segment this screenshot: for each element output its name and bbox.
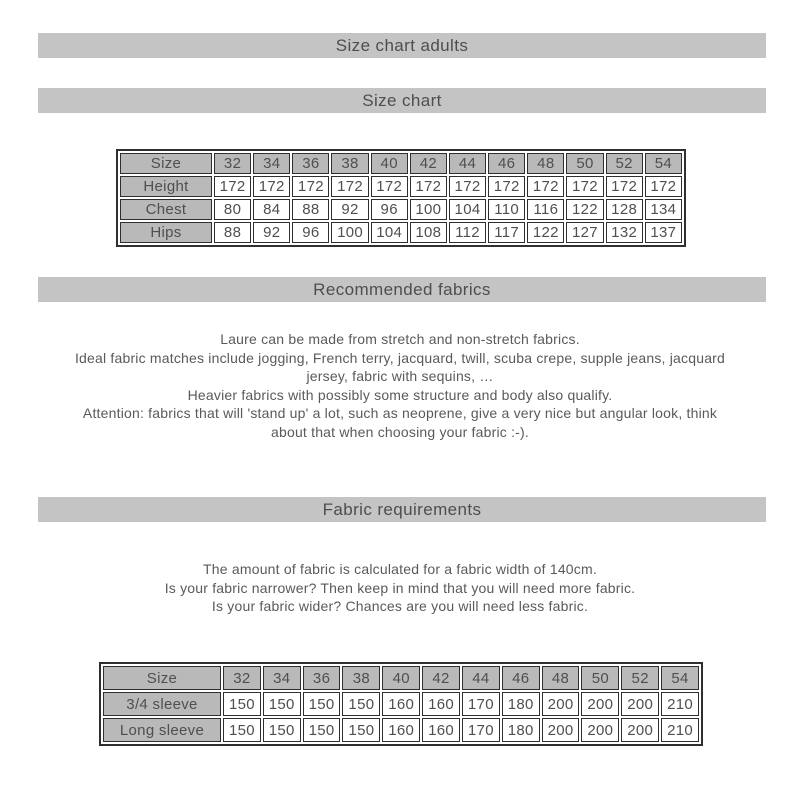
text-line: Is your fabric wider? Chances are you will need less fabric. xyxy=(211,598,589,614)
value-cell: 92 xyxy=(331,199,368,220)
value-cell: 172 xyxy=(606,176,643,197)
value-cell: 150 xyxy=(263,692,301,716)
size-header-cell: 44 xyxy=(462,666,500,690)
value-cell: 180 xyxy=(502,718,540,742)
value-cell: 104 xyxy=(449,199,486,220)
value-cell: 92 xyxy=(253,222,290,243)
size-header-cell: 54 xyxy=(661,666,699,690)
value-cell: 134 xyxy=(645,199,682,220)
table-row xyxy=(103,692,699,716)
value-cell: 150 xyxy=(263,718,301,742)
value-cell: 200 xyxy=(542,692,580,716)
value-cell: 104 xyxy=(371,222,408,243)
text-line: jersey, fabric with sequins, … xyxy=(306,368,494,384)
size-header-cell: 46 xyxy=(502,666,540,690)
size-label-cell: Size xyxy=(120,153,212,174)
fabric-requirements-table xyxy=(99,662,703,746)
value-cell: 200 xyxy=(581,692,619,716)
size-header-cell: 34 xyxy=(263,666,301,690)
value-cell: 128 xyxy=(606,199,643,220)
size-header-cell: 32 xyxy=(214,153,251,174)
value-cell: 172 xyxy=(214,176,251,197)
table-header-row xyxy=(120,153,682,174)
row-label-cell: Hips xyxy=(120,222,212,243)
value-cell: 160 xyxy=(382,692,420,716)
value-cell: 172 xyxy=(566,176,603,197)
size-header-cell: 50 xyxy=(581,666,619,690)
table-row xyxy=(120,199,682,220)
section-heading-size-chart-adults: Size chart adults xyxy=(38,33,766,58)
size-header-cell: 42 xyxy=(422,666,460,690)
size-header-cell: 44 xyxy=(449,153,486,174)
size-header-cell: 32 xyxy=(223,666,261,690)
size-header-cell: 46 xyxy=(488,153,525,174)
value-cell: 160 xyxy=(422,692,460,716)
size-header-cell: 36 xyxy=(292,153,329,174)
value-cell: 200 xyxy=(621,718,659,742)
value-cell: 160 xyxy=(422,718,460,742)
size-header-cell: 40 xyxy=(371,153,408,174)
size-header-cell: 42 xyxy=(410,153,447,174)
value-cell: 96 xyxy=(292,222,329,243)
value-cell: 150 xyxy=(342,718,380,742)
value-cell: 160 xyxy=(382,718,420,742)
value-cell: 100 xyxy=(331,222,368,243)
size-header-cell: 54 xyxy=(645,153,682,174)
value-cell: 172 xyxy=(488,176,525,197)
value-cell: 150 xyxy=(223,718,261,742)
value-cell: 100 xyxy=(410,199,447,220)
size-label-cell: Size xyxy=(103,666,221,690)
text-line: Is your fabric narrower? Then keep in mind that you will need more fabric. xyxy=(164,579,636,596)
value-cell: 112 xyxy=(449,222,486,243)
value-cell: 122 xyxy=(566,199,603,220)
value-cell: 210 xyxy=(661,692,699,716)
value-cell: 116 xyxy=(527,199,564,220)
value-cell: 172 xyxy=(331,176,368,197)
text-line: about that when choosing your fabric :-). xyxy=(270,423,529,440)
value-cell: 88 xyxy=(214,222,251,243)
text-line: Heavier fabrics with possibly some structure and body also qualify. xyxy=(187,386,613,403)
size-header-cell: 40 xyxy=(382,666,420,690)
value-cell: 117 xyxy=(488,222,525,243)
text-line: Attention: fabrics that will 'stand up' a lot, such as neoprene, give a very nice but angular look, think xyxy=(82,405,718,421)
row-label-cell: Chest xyxy=(120,199,212,220)
value-cell: 172 xyxy=(449,176,486,197)
value-cell: 137 xyxy=(645,222,682,243)
size-header-cell: 48 xyxy=(542,666,580,690)
value-cell: 172 xyxy=(527,176,564,197)
table-row xyxy=(120,176,682,197)
value-cell: 172 xyxy=(410,176,447,197)
value-cell: 172 xyxy=(253,176,290,197)
size-header-cell: 48 xyxy=(527,153,564,174)
text-line: Laure can be made from stretch and non-stretch fabrics. xyxy=(220,331,580,347)
table-row xyxy=(120,222,682,243)
size-header-cell: 52 xyxy=(621,666,659,690)
size-chart-table xyxy=(116,149,686,247)
value-cell: 132 xyxy=(606,222,643,243)
row-label-cell: 3/4 sleeve xyxy=(103,692,221,716)
text-line: Ideal fabric matches include jogging, French terry, jacquard, twill, scuba crepe, supple jeans, jacquard xyxy=(74,349,726,366)
row-label-cell: Height xyxy=(120,176,212,197)
size-header-cell: 50 xyxy=(566,153,603,174)
value-cell: 122 xyxy=(527,222,564,243)
value-cell: 150 xyxy=(342,692,380,716)
text-line: The amount of fabric is calculated for a fabric width of 140cm. xyxy=(203,561,597,577)
row-label-cell: Long sleeve xyxy=(103,718,221,742)
value-cell: 210 xyxy=(661,718,699,742)
value-cell: 110 xyxy=(488,199,525,220)
size-header-cell: 38 xyxy=(342,666,380,690)
value-cell: 172 xyxy=(292,176,329,197)
value-cell: 200 xyxy=(581,718,619,742)
value-cell: 200 xyxy=(621,692,659,716)
value-cell: 200 xyxy=(542,718,580,742)
size-header-cell: 52 xyxy=(606,153,643,174)
value-cell: 80 xyxy=(214,199,251,220)
value-cell: 150 xyxy=(303,718,341,742)
section-heading-fabric-requirements: Fabric requirements xyxy=(38,497,766,522)
section-heading-size-chart: Size chart xyxy=(38,88,766,113)
table-row xyxy=(103,718,699,742)
value-cell: 180 xyxy=(502,692,540,716)
section-heading-recommended-fabrics: Recommended fabrics xyxy=(38,277,766,302)
value-cell: 84 xyxy=(253,199,290,220)
table-header-row xyxy=(103,666,699,690)
value-cell: 170 xyxy=(462,692,500,716)
size-header-cell: 38 xyxy=(331,153,368,174)
value-cell: 150 xyxy=(223,692,261,716)
recommended-fabrics-paragraph xyxy=(0,330,800,441)
value-cell: 172 xyxy=(371,176,408,197)
value-cell: 96 xyxy=(371,199,408,220)
size-header-cell: 34 xyxy=(253,153,290,174)
value-cell: 170 xyxy=(462,718,500,742)
fabric-requirements-paragraph xyxy=(0,560,800,616)
value-cell: 88 xyxy=(292,199,329,220)
value-cell: 108 xyxy=(410,222,447,243)
value-cell: 150 xyxy=(303,692,341,716)
value-cell: 172 xyxy=(645,176,682,197)
value-cell: 127 xyxy=(566,222,603,243)
size-header-cell: 36 xyxy=(303,666,341,690)
